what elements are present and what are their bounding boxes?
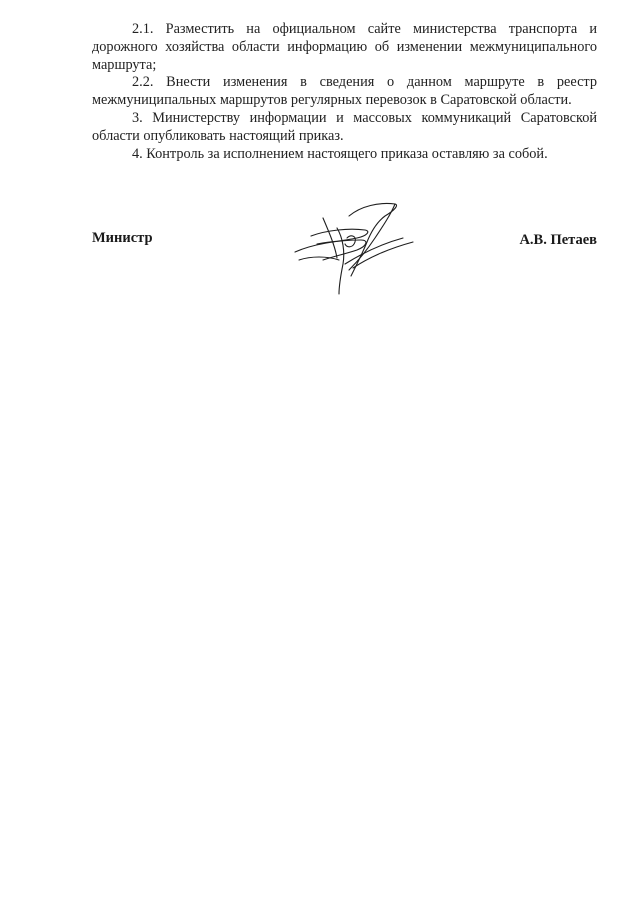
signature-block (92, 196, 597, 306)
paragraph-2-1: 2.1. Разместить на официальном сайте министерства транспорта и дорожного хозяйства области информацию об изменении межмуниципального маршрута; (92, 21, 597, 73)
paragraph-4: 4. Контроль за исполнением настоящего приказа оставляю за собой. (132, 145, 548, 162)
handwritten-signature (287, 198, 417, 298)
paragraph-3: 3. Министерству информации и массовых коммуникаций Саратовской области опубликовать настоящий приказ. (92, 109, 597, 144)
signer-name: А.В. Петаев (519, 232, 597, 248)
paragraph-2-2: 2.2. Внести изменения в сведения о данном маршруте в реестр межмуниципальных маршрутов регулярных перевозок в Саратовской области. (92, 74, 597, 109)
signer-position: Министр (92, 230, 153, 246)
order-body-text (92, 21, 597, 163)
